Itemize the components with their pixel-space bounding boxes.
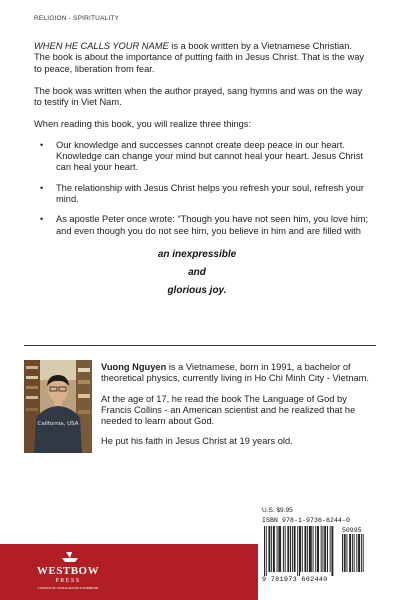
- barcode-addon-bar: [345, 534, 346, 572]
- bullet-icon: •: [40, 182, 44, 193]
- barcode-bar: [297, 526, 298, 576]
- closing-line-1: an inexpressible: [157, 248, 237, 260]
- bio-paragraph-2: At the age of 17, he read the book The Language of God by Francis Collins - an American scientist and he realized that he needed to learn about God.: [101, 393, 356, 427]
- barcode-bar: [273, 526, 274, 572]
- barcode-bar: [288, 526, 289, 572]
- publisher-logo: [18, 548, 118, 596]
- barcode-bar: [324, 526, 325, 572]
- barcode-bar: [280, 526, 281, 572]
- barcode-bar: [290, 526, 291, 572]
- barcode-bar: [325, 526, 326, 572]
- barcode-bar: [330, 526, 331, 572]
- barcode-bar: [327, 526, 328, 572]
- barcode-icon: [262, 526, 372, 576]
- barcode-addon-bar: [347, 534, 348, 572]
- shirt-text: California, USA: [37, 421, 79, 427]
- intro-paragraph-1: [34, 41, 370, 75]
- barcode-bar: [310, 526, 311, 572]
- bio-paragraph-3: He put his faith in Jesus Christ at 19 years old.: [101, 436, 293, 447]
- barcode-area: [258, 515, 376, 587]
- closing-quote: [24, 246, 370, 300]
- section-divider: [24, 345, 376, 346]
- barcode-bar: [283, 526, 284, 572]
- barcode-addon-bar: [349, 534, 350, 572]
- barcode-bar: [264, 526, 265, 576]
- price-label: U.S. $9.95: [262, 507, 293, 514]
- barcode-addon-bar: [350, 534, 351, 572]
- barcode-bar: [292, 526, 293, 572]
- barcode-bar: [271, 526, 272, 572]
- barcode-addon-bar: [354, 534, 355, 572]
- barcode-bar: [274, 526, 275, 572]
- barcode-bar: [285, 526, 286, 572]
- barcode-addon-bar: [352, 534, 353, 572]
- barcode-bar: [300, 526, 301, 572]
- barcode-bar: [287, 526, 288, 572]
- barcode-bar: [294, 526, 295, 572]
- barcode-bar: [318, 526, 319, 572]
- barcode-addon-number: 50995: [342, 527, 362, 534]
- barcode-bar: [269, 526, 270, 572]
- list-item: [40, 183, 370, 206]
- barcode-bar: [313, 526, 314, 572]
- intro-text: [34, 41, 370, 300]
- author-bio: [101, 362, 376, 457]
- barcode-bar: [332, 526, 333, 576]
- barcode-addon-bar: [361, 534, 362, 572]
- barcode-addon-bar: [359, 534, 360, 572]
- barcode-bar: [321, 526, 322, 572]
- barcode-addon-bar: [358, 534, 359, 572]
- barcode-bar: [307, 526, 308, 572]
- barcode-addon-bar: [363, 534, 364, 572]
- publisher-tagline: A DIVISION OF THOMAS NELSON & ZONDERVAN: [37, 587, 99, 590]
- barcode-bar: [299, 526, 300, 576]
- barcode-bar: [302, 526, 303, 572]
- closing-line-3: glorious joy.: [167, 284, 227, 296]
- barcode-bar: [305, 526, 306, 572]
- barcode-addon-bar: [342, 534, 343, 572]
- book-title: WHEN HE CALLS YOUR NAME: [34, 41, 169, 51]
- barcode-addon-bar: [356, 534, 357, 572]
- barcode-addon-bar: [344, 534, 345, 572]
- barcode-bar: [309, 526, 310, 572]
- list-item-text: As apostle Peter once wrote: “Though you have not seen him, you love him; and even though you do not see him, you believe in him and are filled with: [56, 214, 369, 236]
- intro-paragraph-3: When reading this book, you will realize three things:: [34, 119, 252, 130]
- barcode-bar: [323, 526, 324, 572]
- bullet-icon: •: [40, 139, 44, 150]
- three-things-list: [40, 140, 370, 237]
- list-item: [40, 140, 370, 174]
- category-label: RELIGION - SPIRITUALITY: [34, 15, 120, 22]
- closing-line-2: and: [188, 266, 206, 278]
- publisher-name-2: PRESS: [55, 578, 81, 584]
- barcode-bar: [277, 526, 278, 572]
- barcode-bar: [332, 526, 333, 576]
- intro-paragraph-1-rest: is a book written by a Vietnamese Christian. The book is about the importance of putting faith in Jesus Christ. That is the way to peace, liberation from fear.: [34, 41, 365, 74]
- barcode-bar: [305, 526, 306, 572]
- list-item: [40, 214, 370, 237]
- list-item-text: Our knowledge and successes cannot create deep peace in our heart. Knowledge can change your mind but cannot heal your heart. Jesus Christ can heal your heart.: [56, 139, 363, 173]
- barcode-bar: [311, 526, 312, 572]
- intro-paragraph-2: The book was written when the author prayed, sang hymns and was on the way to testify in Viet Nam.: [34, 85, 363, 108]
- barcode-bar: [278, 526, 279, 572]
- author-name: Vuong Nguyen: [101, 362, 167, 372]
- barcode-bar: [295, 526, 296, 572]
- barcode-bar: [317, 526, 318, 572]
- publisher-name: WESTBOW: [36, 565, 100, 577]
- author-portrait-image: [24, 360, 92, 453]
- bio-paragraph-1: [101, 362, 376, 385]
- barcode-bar: [315, 526, 316, 572]
- isbn-text: ISBN 978-1-9736-6244-0: [262, 517, 351, 524]
- barcode-bar: [266, 526, 267, 576]
- barcode-number: 9 781973 662440: [262, 576, 328, 584]
- author-photo: [24, 360, 92, 453]
- bullet-icon: •: [40, 214, 44, 225]
- barcode-bar: [279, 526, 280, 572]
- bio-paragraph-1-rest: is a Vietnamese, born in 1991, a bachelor of theoretical physics, currently living in Ho Chi Minh City - Vietnam.: [101, 362, 369, 384]
- barcode-bar: [269, 526, 270, 572]
- list-item-text: The relationship with Jesus Christ helps you refresh your soul, refresh your mind.: [56, 182, 364, 204]
